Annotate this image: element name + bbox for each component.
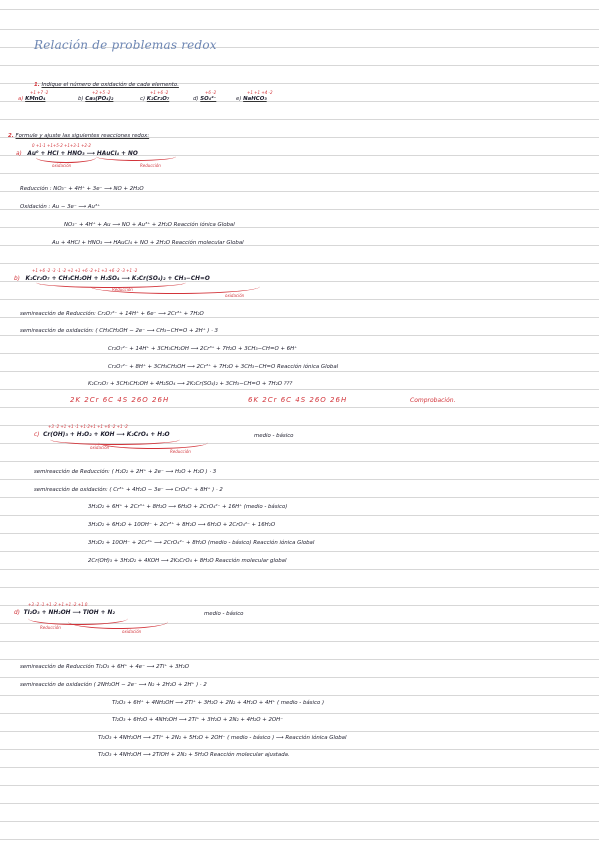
- q2b-line-4: Cr₂O₇²⁻ + 8H⁺ + 3CH₃CH₂OH ⟶ 2Cr³⁺ + 7H₂O + 3CH₃−CH=O Reacción iónica Global: [108, 364, 339, 370]
- q2c-line-1: semireacción de Reducción: ( H₂O₂ + 2H⁺ + 2e⁻ ⟶ H₂O + H₂O ) · 3: [34, 469, 217, 475]
- q2c-equation: Cr(OH)₃ + H₂O₂ + KOH ⟶ K₂CrO₄ + H₂O: [43, 432, 170, 438]
- q2c-line-6: 2Cr(OH)₃ + 3H₂O₂ + 4KOH ⟶ 2K₂CrO₄ + 8H₂O Reacción molecular global: [88, 558, 287, 564]
- q2-number: 2.: [8, 133, 14, 139]
- q2c-medio: medio - básico: [254, 433, 294, 439]
- q2b-line-5: K₂Cr₂O₇ + 3CH₃CH₂OH + 4H₂SO₄ ⟶ 2K₂Cr(SO₄)₂ + 3CH₃−CH=O + 7H₂O ???: [88, 381, 293, 387]
- q2d-oxidacion-label: oxidación: [122, 629, 142, 634]
- q1d-formula: SO₄²⁻: [200, 96, 217, 102]
- q2a-line-1: Reducción : NO₃⁻ + 4H⁺ + 3e⁻ ⟶ NO + 2H₂O: [20, 186, 144, 192]
- q2d-ox-states: +3 -2 -1 +1 -2 +1 +1 -2 +1 0: [28, 602, 88, 607]
- q1a-ox: +1 +7 -2: [30, 90, 49, 95]
- q2b-reduccion-label: Reducción: [112, 287, 133, 292]
- q2d-line-2: semireacción de oxidación ( 2NH₂OH − 2e⁻ ⟶ N₂ + 2H₂O + 2H⁺ ) · 2: [20, 682, 207, 688]
- q2c-line-5: 3H₂O₂ + 10OH⁻ + 2Cr³⁺ ⟶ 2CrO₄²⁻ + 8H₂O (medio - básico) Reacción iónica Global: [88, 540, 315, 546]
- q1e-item: [236, 96, 267, 103]
- page-title: Relación de problemas redox: [34, 38, 217, 52]
- q1c-formula: K₂Cr₂O₇: [146, 96, 170, 102]
- q2a-equation: Au⁰ + HCl + HNO₃ ⟶ HAuCl₄ + NO: [27, 151, 138, 157]
- q1c-item: [140, 96, 169, 103]
- q2a-ox-states: 0 +1-1 +1+5-2 +1+3-1 +2-2: [32, 143, 91, 148]
- q2d-reduccion-label: Reducción: [40, 625, 61, 630]
- q2c-letter: c): [34, 432, 40, 438]
- q2d-oxidation-arrow: [68, 614, 168, 629]
- q2b-line-2: semireacción de oxidación: ( CH₃CH₂OH − 2e⁻ ⟶ CH₃−CH=O + 2H⁺ ) · 3: [20, 328, 218, 334]
- q2b-check-left: 2K 2Cr 6C 4S 26O 26H: [70, 396, 170, 404]
- q2-text: Formule y ajuste las siguientes reacciones redox:: [15, 133, 150, 139]
- q1c-letter: c): [140, 96, 146, 102]
- q2c-line-3: 3H₂O₂ + 6H⁺ + 2Cr³⁺ + 8H₂O ⟶ 6H₂O + 2CrO₄²⁻ + 16H⁺ (medio - básico): [88, 504, 288, 510]
- q2d-line-6: Tl₂O₃ + 4NH₂OH ⟶ 2TlOH + 2N₂ + 5H₂O Reacción molecular ajustada.: [98, 752, 290, 758]
- q2a-reduccion-label: Reducción: [140, 163, 161, 168]
- q1d-letter: d): [193, 96, 199, 102]
- q1-text: Indique el número de oxidación de cada elemento.: [41, 82, 179, 88]
- q1a-item: [18, 96, 45, 103]
- q2d-line-1: semireacción de Reducción Tl₂O₃ + 6H⁺ + 4e⁻ ⟶ 2Tl⁺ + 3H₂O: [20, 664, 189, 670]
- q1e-ox: +1 +1 +4 -2: [247, 90, 273, 95]
- q1b-letter: b): [78, 96, 84, 102]
- q1-num: 1.: [34, 82, 40, 88]
- q2a-line-2: Oxidación : Au − 3e⁻ ⟶ Au³⁺: [20, 204, 100, 210]
- q2d-letter: d): [14, 610, 20, 616]
- q1b-formula: Ca₃(PO₄)₂: [85, 96, 114, 102]
- q2b-ox-states: +1 +6 -2 -3 -1 -2 +1 +1 +6 -2 +1 +3 +6 -2 -3 +1 -2: [32, 268, 138, 273]
- q2a-line-4: Au + 4HCl + HNO₃ ⟶ HAuCl₄ + NO + 2H₂O Reacción molecular Global: [52, 240, 244, 246]
- q2d-line-5: Tl₂O₃ + 4NH₂OH ⟶ 2Tl⁺ + 2N₂ + 5H₂O + 2OH⁻ ( medio - básico ) ⟶ Reacción iónica Global: [98, 735, 347, 741]
- q2d-equation: Tl₂O₃ + NH₂OH ⟶ TlOH + N₂: [23, 610, 115, 616]
- q2d-medio: medio - básico: [204, 611, 244, 617]
- q2-header: [8, 133, 149, 140]
- q2c-line-4: 3H₂O₂ + 6H₂O + 10OH⁻ + 2Cr³⁺ + 8H₂O ⟶ 6H₂O + 2CrO₄²⁻ + 16H₂O: [88, 522, 276, 528]
- q2b-check-label: Comprobación.: [410, 397, 456, 404]
- q1d-ox: +6 -2: [205, 90, 217, 95]
- q1e-letter: e): [236, 96, 242, 102]
- q2c-oxidacion-label: oxidación: [90, 445, 110, 450]
- q2b-oxidacion-label: oxidación: [225, 293, 245, 298]
- q2b-line-3: Cr₂O₇²⁻ + 14H⁺ + 3CH₃CH₂OH ⟶ 2Cr³⁺ + 7H₂O + 3CH₃−CH=O + 6H⁺: [108, 346, 298, 352]
- q2a-oxidacion-label: oxidación: [52, 163, 72, 168]
- q1c-ox: +1 +6 -2: [150, 90, 169, 95]
- q2c-reduction-arrow: [98, 436, 208, 449]
- q1d-item: [193, 96, 216, 103]
- q2a-oxidation-arrow: [36, 152, 96, 163]
- q2c-ox-states: +3 -2 +1 +1 -1 +1-2+1 +1 +6 -2 +1 -2: [48, 424, 128, 429]
- q2b-line-1: semireacción de Reducción: Cr₂O₇²⁻ + 14H⁺ + 6e⁻ ⟶ 2Cr³⁺ + 7H₂O: [20, 311, 204, 317]
- q2a-reduction-arrow: [96, 152, 176, 161]
- q2a-letter: a): [16, 151, 22, 157]
- q2a-line-3: NO₃⁻ + 4H⁺ + Au ⟶ NO + Au³⁺ + 2H₂O Reacción iónica Global: [64, 222, 235, 228]
- q1a-letter: a): [18, 96, 24, 102]
- q2c-reduccion-label: Reducción: [170, 449, 191, 454]
- q1-header: [34, 82, 179, 89]
- q2b-letter: b): [14, 276, 20, 282]
- q2b-check-right: 6K 2Cr 6C 4S 26O 26H: [248, 396, 348, 404]
- q2d-line-3: Tl₂O₃ + 6H⁺ + 4NH₂OH ⟶ 2Tl⁺ + 3H₂O + 2N₂ + 4H₂O + 4H⁺ ( medio - básico ): [112, 700, 325, 706]
- q1a-formula: KMnO₄: [25, 96, 46, 102]
- q1b-item: [78, 96, 113, 103]
- q2b-equation: K₂Cr₂O₇ + CH₃CH₂OH + H₂SO₄ ⟶ K₂Cr(SO₄)₂ + CH₃−CH=O: [25, 276, 210, 282]
- q1e-formula: NaHCO₃: [243, 96, 267, 102]
- q2c-line-2: semireacción de oxidación: ( Cr³⁺ + 4H₂O − 3e⁻ ⟶ CrO₄²⁻ + 8H⁺ ) · 2: [34, 487, 223, 493]
- q1b-ox: +2 +5 -2: [92, 90, 111, 95]
- q2d-line-4: Tl₂O₃ + 6H₂O + 4NH₂OH ⟶ 2Tl⁺ + 3H₂O + 2N₂ + 4H₂O + 2OH⁻: [112, 717, 284, 723]
